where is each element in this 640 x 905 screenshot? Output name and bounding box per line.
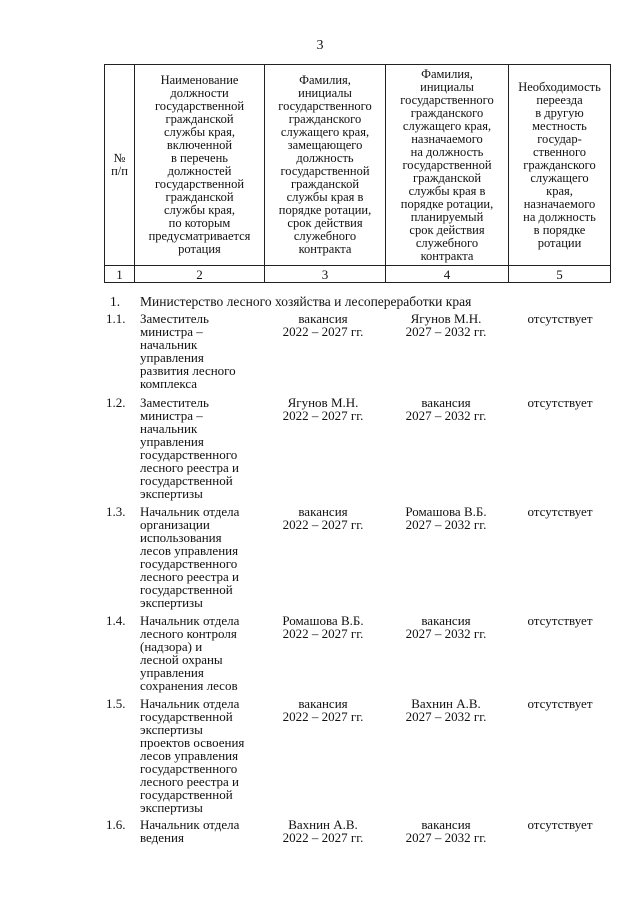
row-relocation: отсутствует [527, 817, 593, 832]
row-position: Заместитель министра – начальник управления государственного лесного реестра и государственной экспертизы [140, 395, 240, 501]
section-number: 1. [110, 294, 121, 309]
row-current-employee: Вахнин А.В. 2022 – 2027 гг. [282, 817, 364, 845]
row-position: Заместитель министра – начальник управления развития лесного комплекса [140, 311, 236, 391]
column-number-5: 5 [509, 266, 611, 283]
row-number: 1.6. [106, 817, 126, 832]
row-relocation: отсутствует [527, 613, 593, 628]
row-relocation: отсутствует [527, 504, 593, 519]
row-current-employee: вакансия 2022 – 2027 гг. [282, 504, 364, 532]
header-col-relocation: Необходимость переезда в другую местность государ- ственного гражданского служащего края, назначаемого на должность в порядке ротации [509, 65, 611, 266]
header-col-position: Наименование должности государственной гражданской службы края, включенной в перечень должностей государственной гражданской службы края, по которым предусматривается ротация [135, 65, 265, 266]
row-current-employee: вакансия 2022 – 2027 гг. [282, 696, 364, 724]
section-title: Министерство лесного хозяйства и лесопереработки края [140, 294, 472, 309]
header-col-current-employee: Фамилия, инициалы государственного гражданского служащего края, замещающего должность государственной гражданской службы края в порядке ротации, срок действия служебного контракта [265, 65, 386, 266]
row-appointed-employee: Вахнин А.В. 2027 – 2032 гг. [405, 696, 487, 724]
row-relocation: отсутствует [527, 311, 593, 326]
column-number-4: 4 [386, 266, 509, 283]
rotation-table-header [104, 64, 611, 283]
row-appointed-employee: вакансия 2027 – 2032 гг. [405, 817, 487, 845]
row-relocation: отсутствует [527, 395, 593, 410]
row-number: 1.2. [106, 395, 126, 410]
column-number-2: 2 [135, 266, 265, 283]
header-col-number: № п/п [105, 65, 135, 266]
row-appointed-employee: вакансия 2027 – 2032 гг. [405, 395, 487, 423]
row-appointed-employee: Ромашова В.Б. 2027 – 2032 гг. [405, 504, 487, 532]
row-number: 1.5. [106, 696, 126, 711]
row-number: 1.4. [106, 613, 126, 628]
row-current-employee: Ромашова В.Б. 2022 – 2027 гг. [282, 613, 364, 641]
header-col-appointed-employee: Фамилия, инициалы государственного гражданского служащего края, назначаемого на должность государственной гражданской службы края в порядке ротации, планируемый срок действия служебного контракта [386, 65, 509, 266]
row-position: Начальник отдела организации использования лесов управления государственного лесного реестра и государственной экспертизы [140, 504, 240, 610]
row-position: Начальник отдела государственной экспертизы проектов освоения лесов управления государственного лесного реестра и государственной экспертизы [140, 696, 245, 815]
row-number: 1.3. [106, 504, 126, 519]
row-relocation: отсутствует [527, 696, 593, 711]
row-appointed-employee: вакансия 2027 – 2032 гг. [405, 613, 487, 641]
page-number: 3 [316, 38, 324, 53]
row-current-employee: Ягунов М.Н. 2022 – 2027 гг. [282, 395, 364, 423]
column-number-3: 3 [265, 266, 386, 283]
section-heading [110, 294, 471, 310]
row-appointed-employee: Ягунов М.Н. 2027 – 2032 гг. [405, 311, 487, 339]
column-number-1: 1 [105, 266, 135, 283]
row-current-employee: вакансия 2022 – 2027 гг. [282, 311, 364, 339]
row-number: 1.1. [106, 311, 126, 326]
row-position: Начальник отдела лесного контроля (надзора) и лесной охраны управления сохранения лесов [140, 613, 240, 693]
row-position: Начальник отдела ведения [140, 817, 240, 845]
